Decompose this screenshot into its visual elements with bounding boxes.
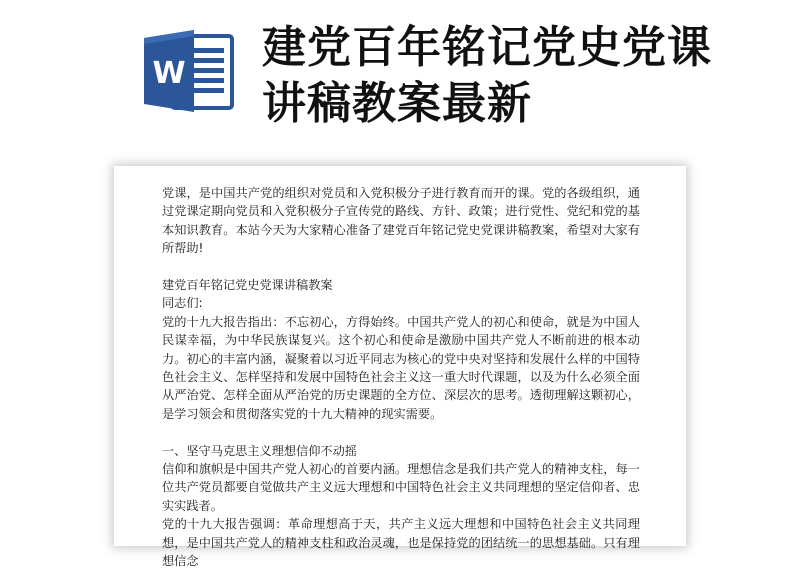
word-letter: W [152,56,186,91]
document-title: 建党百年铭记党史党课讲稿教案最新 [262,22,712,129]
section-title-1: 一、坚守马克思主义理想信仰不动摇 [162,443,357,458]
body-paragraph-1: 党的十九大报告指出：不忘初心，方得始终。中国共产党人的初心和使命，就是为中国人民谋幸福，为中华民族谋复兴。这个初心和使命是激励中国共产党人不断前进的根本动力。初心的丰富内涵，凝聚着以习近平同志为核心的党中央对坚持和发展什么样的中国特色社会主义、怎样坚持和发展中国特色社会主义这一重大时代课题，以及为什么必须全面从严治党、怎样全面从严治党的历史课题的全方位、深层次的思考。透彻理解这颗初心，是学习领会和贯彻落实党的十九大精神的现实需要。 [162,314,640,421]
paragraph-gap [162,423,640,441]
header [0,0,800,160]
body-paragraph-3: 党的十九大报告强调：革命理想高于天，共产主义远大理想和中国特色社会主义共同理想，是中国共产党人的精神支柱和政治灵魂，也是保持党的团结统一的思想基础。只有理想信念 [162,517,640,569]
document-page [114,166,686,569]
salutation: 同志们: [162,296,203,311]
document-body [162,184,640,571]
paragraph-gap [162,258,640,276]
body-paragraph-2: 信仰和旗帜是中国共产党人初心的首要内涵。理想信念是我们共产党人的精神支柱，每一位共产党员都要自觉做共产主义远大理想和中国特色社会主义共同理想的坚定信仰者、忠实实践者。 [162,462,640,513]
document-heading: 建党百年铭记党史党课讲稿教案 [162,278,333,293]
word-document-icon [142,26,234,116]
intro-paragraph: 党课，是中国共产党的组织对党员和入党积极分子进行教育而开的课。党的各级组织，通过党课定期向党员和入党积极分子宣传党的路线、方针、政策；进行党性、党纪和党的基本知识教育。本站今天为大家精心准备了建党百年铭记党史党课讲稿教案，希望对大家有所帮助! [162,186,640,256]
